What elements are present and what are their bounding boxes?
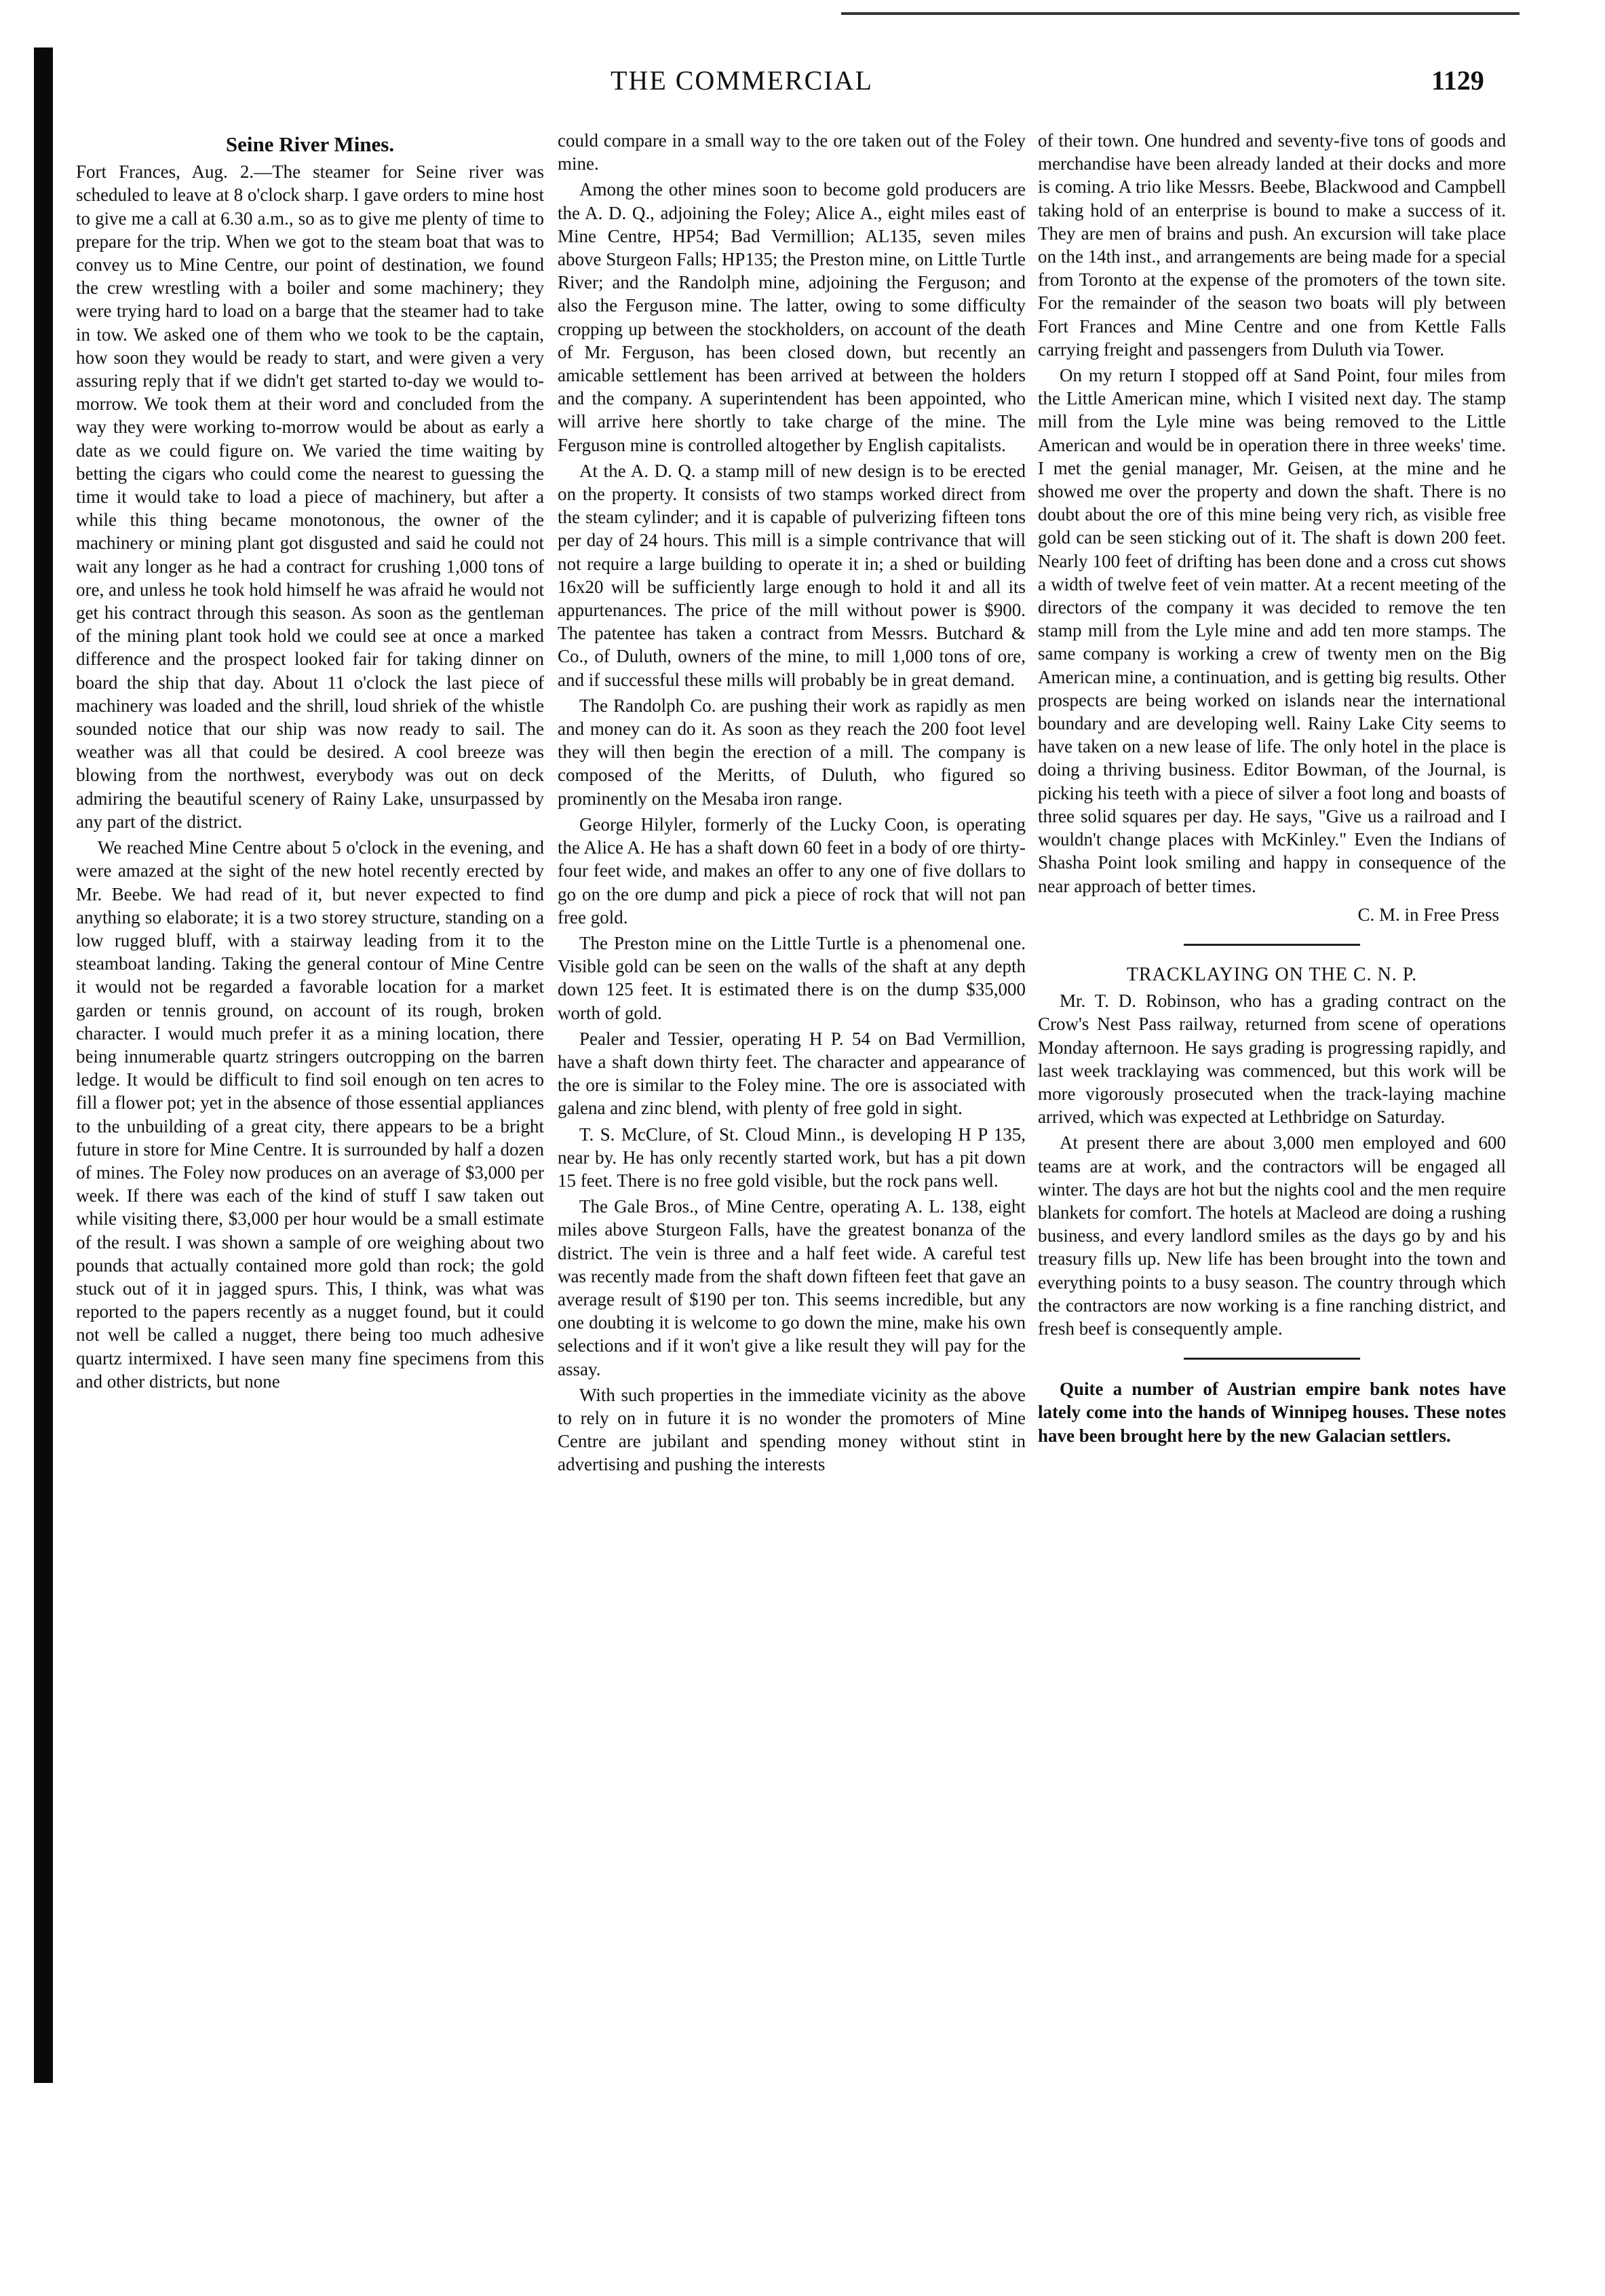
article-paragraph: The Randolph Co. are pushing their work as rapidly as men and money can do it. As soon as they reach the 200 foot level they will then begin the erection of a mill. The company is composed of the Meritts, of Duluth, who figured so prominently on the Mesaba iron range. <box>558 695 1026 809</box>
article-paragraph: Mr. T. D. Robinson, who has a grading contract on the Crow's Nest Pass railway, returned from scene of operations Monday afternoon. He says grading is progressing rapidly, and last week tracklaying was commenced, but this work will be more vigorously prosecuted when the track-laying machine arrived, which was expected at Lethbridge on Saturday. <box>1038 991 1506 1128</box>
article-paragraph: At present there are about 3,000 men employed and 600 teams are at work, and the contractors will be engaged all winter. The days are hot but the nights cool and the men require blankets for comfort. The hotels at Macleod are doing a rushing business, and every landlord smiles as the days go by and his treasury fills up. New life has been brought into the town and everything points to a busy season. The country through which the contractors are now working is a fine ranching district, and fresh beef is consequently ample. <box>1038 1132 1506 1339</box>
article-paragraph: On my return I stopped off at Sand Point, four miles from the Little American mine, which I visited next day. The stamp mill from the Lyle mine was being removed to the Little American and would be in operation there in three weeks' time. I met the genial manager, Mr. Geisen, at the mine and he showed me over the property and down the shaft. There is no doubt about the ore of this mine being very rich, as visible free gold can be seen sticking out of it. The shaft is down 200 feet. Nearly 100 feet of drifting has been done and a cross cut shows a width of twelve feet of vein matter. At a recent meeting of the directors of the company it was decided to remove the ten stamp mill from the Lyle mine and add ten more stamps. The same company is working a crew of twenty men on the Big American mine, a continuation, and is getting big results. Other prospects are being worked on islands near the international boundary and are developing well. Rainy Lake City seems to have taken on a new lease of life. The only hotel in the place is doing a thriving business. Editor Bowman, of the Journal, is picking his teeth with a piece of silver a foot long and boasts of three solid squares per day. He says, "Give us a railroad and I wouldn't change places with McKinley." Even the Indians of Shasha Point look smiling and happy in consequence of the near approach of better times. <box>1038 365 1506 896</box>
article-paragraph: The Preston mine on the Little Turtle is a phenomenal one. Visible gold can be seen on the walls of the shaft at any depth down 125 feet. It is estimated there is on the dump $35,000 worth of gold. <box>558 932 1026 1023</box>
article-paragraph: Fort Frances, Aug. 2.—The steamer for Seine river was scheduled to leave at 8 o'clock sharp. I gave orders to mine host to give me a call at 6.30 a.m., so as to give me plenty of time to prepare for the trip. When we got to the steam boat that was to convey us to Mine Centre, our point of destination, we found the crew wrestling with a boiler and some machinery; they were trying hard to load on a barge that the steamer had to take in tow. We asked one of them who we took to be the captain, how soon they would be ready to start, and were given a very assuring reply that if we didn't get started to-day we would to-morrow. We took them at their word and concluded from the way they were working to-morrow would be about as early a date as we could figure on. We varied the time waiting by betting the cigars who could come the nearest to guessing the time it would take to load a piece of machinery, but after a while this thing became monotonous, the owner of the machinery or mining plant got disgusted and said he could not wait any longer as he had a contract for crushing 1,000 tons of ore, and unless he took hold himself he was afraid he would not get his contract through this season. As soon as the gentleman of the mining plant took hold we could see at once a marked difference and the prospect looked fair for taking dinner on board the ship that day. About 11 o'clock the last piece of machinery was loaded and the shrill, loud shriek of the whistle sounded notice that our ship was now ready to sail. The weather was all that could be desired. A cool breeze was blowing from the northwest, everybody was out on deck admiring the beautiful scenery of Rainy Lake, unsurpassed by any part of the district. <box>76 161 544 832</box>
article-title: Seine River Mines. <box>225 132 395 156</box>
top-rule <box>841 12 1520 15</box>
article-paragraph: could compare in a small way to the ore taken out of the Foley mine. <box>558 130 1026 174</box>
article-title: TRACKLAYING ON THE C. N. P. <box>1126 963 1418 985</box>
article-paragraph: Pealer and Tessier, operating H P. 54 on Bad Vermillion, have a shaft down thirty feet. The character and appearance of the ore is similar to the Foley mine. The ore is associated with galena and zinc blend, with plenty of free gold in sight. <box>558 1028 1026 1119</box>
article-paragraph: The Gale Bros., of Mine Centre, operating A. L. 138, eight miles above Sturgeon Falls, have the greatest bonanza of the district. The vein is three and a half feet wide. A careful test was recently made from the shaft down fifteen feet that gave an average result of $190 per ton. This seems incredible, but any one doubting it is welcome to go down the mine, make his own selections and if it won't give a like result they will pay for the assay. <box>558 1196 1026 1379</box>
article-paragraph: We reached Mine Centre about 5 o'clock in the evening, and were amazed at the sight of the new hotel recently erected by Mr. Beebe. We had read of it, but never expected to find anything so elaborate; it is a two storey structure, standing on a low rugged bluff, with a stairway leading from it to the steamboat landing. Taking the general contour of Mine Centre it would not be regarded a favorable location for a market garden or tennis ground, on account of its rough, broken character. I would much prefer it as a mining location, there being innumerable quartz stringers outcropping on the barren ledge. It would be difficult to find soil enough on ten acres to fill a flower pot; yet in the absence of those essential appliances to the unbuilding of a great city, there appears to be a bright future in store for Mine Centre. It is surrounded by half a dozen of mines. The Foley now produces on an average of $3,000 per week. If there was each of the kind of stuff I saw taken out while visiting there, $3,000 per hour would be a small estimate of the result. I was shown a sample of ore weighing about two pounds that actually contained more gold than rock; the gold stuck out of it in jagged spurs. This, I think, was what was reported to the papers recently as a nugget found, but it could not well be called a nugget, there being too much adhesive quartz intermixed. I have seen many fine specimens from this and other districts, but none <box>76 837 544 1392</box>
divider <box>1184 1358 1360 1360</box>
article-paragraph: Quite a number of Austrian empire bank notes have lately come into the hands of Winnipeg houses. These notes have been brought here by the new Galacian settlers. <box>1038 1379 1506 1446</box>
article-paragraph: T. S. McClure, of St. Cloud Minn., is developing H P 135, near by. He has only recently started work, but has a pit down 15 feet. There is no free gold visible, but the rock pans well. <box>558 1124 1026 1191</box>
article-paragraph: of their town. One hundred and seventy-five tons of goods and merchandise have been already landed at their docks and more is coming. A trio like Messrs. Beebe, Blackwood and Campbell taking hold of an enterprise is bound to make a success of it. They are men of brains and push. An excursion will take place on the 14th inst., and arrangements are being made for a special from Toronto at the expense of the promoters of the town site. For the remainder of the season two boats will ply between Fort Frances and Mine Centre and one from Kettle Falls carrying freight and passengers from Duluth via Tower. <box>1038 130 1506 360</box>
article-paragraph: Among the other mines soon to become gold producers are the A. D. Q., adjoining the Foley; Alice A., eight miles east of Mine Centre, HP54; Bad Vermillion; AL135, seven miles above Sturgeon Falls; HP135; the Preston mine, on Little Turtle River; and the Randolph mine, adjoining the Ferguson; and also the Ferguson mine. The latter, owing to some difficulty cropping up between the stockholders, on account of the death of Mr. Ferguson, has been closed down, but recently an amicable settlement has been arrived at between the holders and the company. A superintendent has been appointed, who will arrive here shortly to take charge of the mine. The Ferguson mine is controlled altogether by English capitalists. <box>558 179 1026 455</box>
column-3 <box>1038 129 1506 1450</box>
article-paragraph: At the A. D. Q. a stamp mill of new design is to be erected on the property. It consists of two stamps worked direct from the steam cylinder; and it is capable of pulverizing fifteen tons per day of 24 hours. This mill is a simple contrivance that will not require a large building to operate it in; a shed or building 16x20 will be sufficiently large enough to hold it and all its appurtenances. The price of the mill without power is $900. The patentee has taken a contract from Messrs. Butchard & Co., of Duluth, owners of the mine, to mill 1,000 tons of ore, and if successful these mills will probably be in great demand. <box>558 460 1026 690</box>
article-paragraph: With such properties in the immediate vicinity as the above to rely on in future it is no wonder the promoters of Mine Centre are jubilant and spending money without stint in advertising and pushing the interests <box>558 1384 1026 1475</box>
column-1 <box>76 129 544 1396</box>
masthead: THE COMMERCIAL <box>611 65 873 96</box>
page-number: 1129 <box>1431 65 1484 96</box>
byline: C. M. in Free Press <box>1357 904 1499 925</box>
column-2 <box>558 129 1026 1479</box>
binding-edge <box>34 47 53 2083</box>
divider <box>1184 944 1360 946</box>
article-paragraph: George Hilyler, formerly of the Lucky Coon, is operating the Alice A. He has a shaft down 60 feet in a body of ore thirty-four feet wide, and makes an offer to any one of five dollars to go on the ore dump and pick a piece of rock that will not pan free gold. <box>558 814 1026 927</box>
